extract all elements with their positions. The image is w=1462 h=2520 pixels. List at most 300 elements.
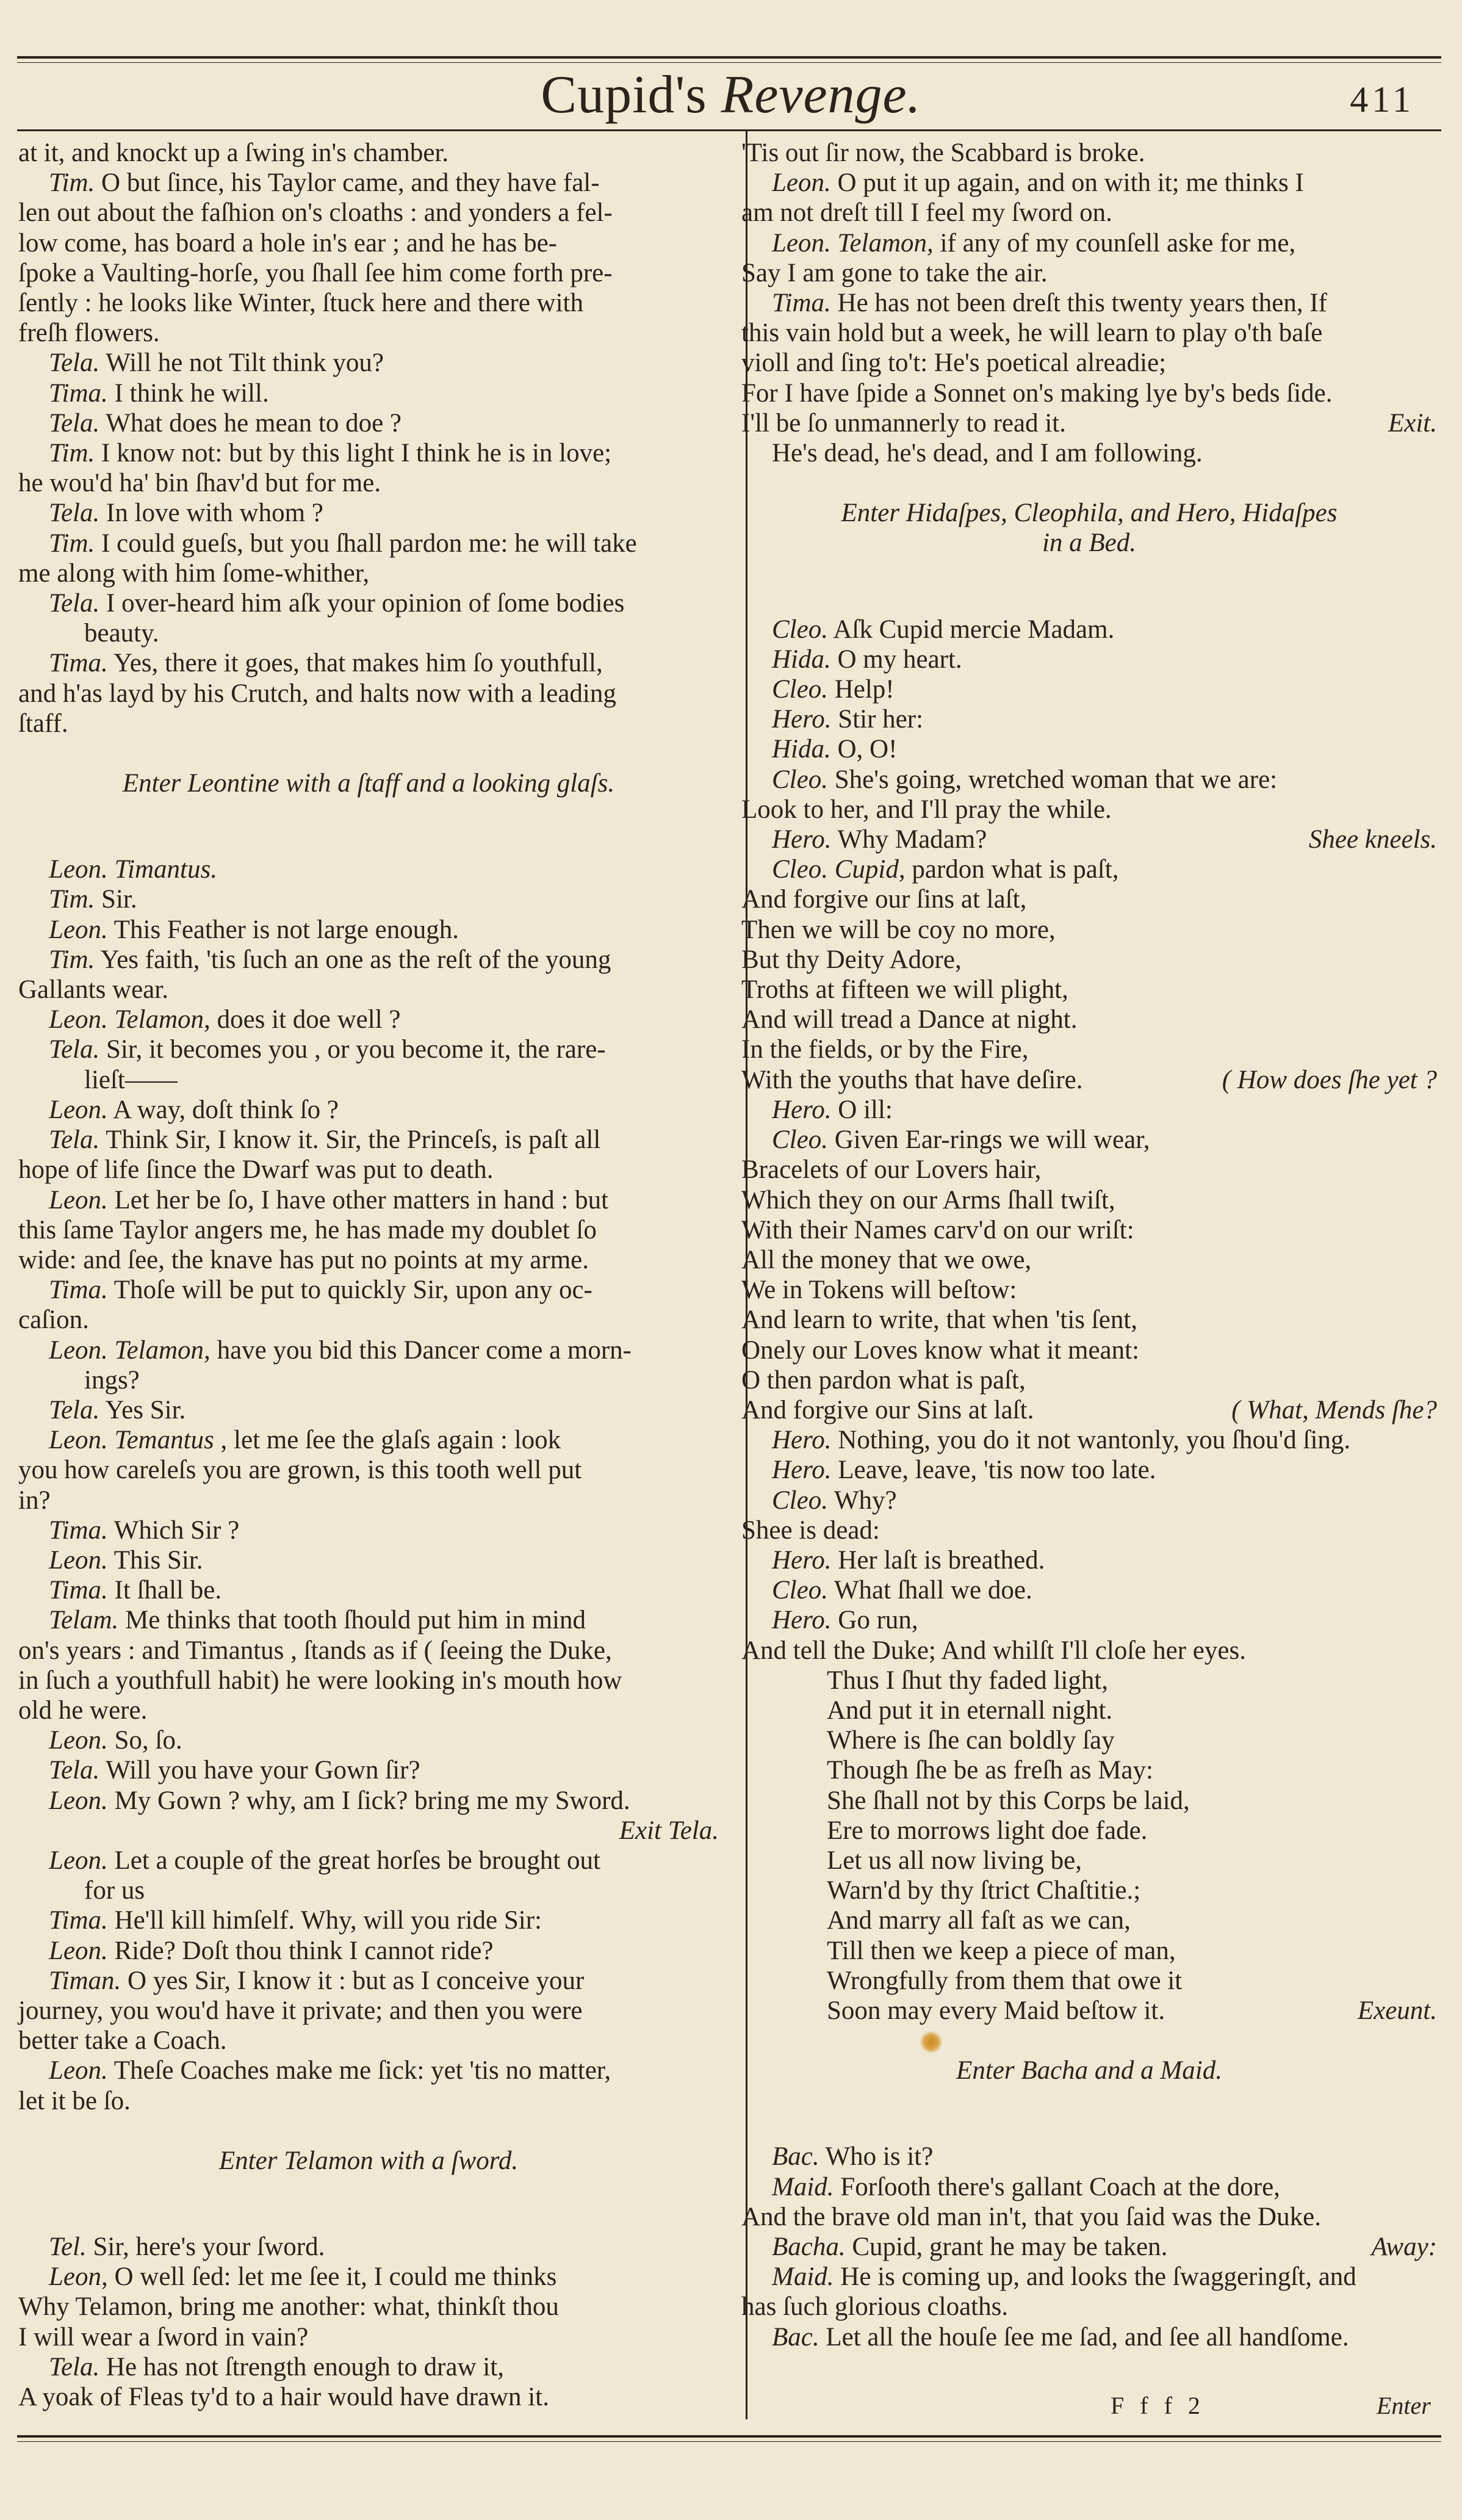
speaker-name: Cleo. [772,765,828,794]
line-text: ſpoke a Vaulting-horſe, you ſhall ſee him come forth pre- [18,258,613,287]
line-text: But thy Deity Adore, [741,945,962,974]
speech-line [18,498,719,528]
line-text: I'll be ſo unmannerly to read it. [741,408,1066,438]
speech-line [741,704,1437,734]
text-line [741,1335,1437,1365]
line-text: Let all the houſe ſee me ſad, and ſee all handſome. [826,2322,1349,2352]
line-text: He has not ſtrength enough to draw it, [106,2352,505,2381]
line-text: Sir, here's your ſword. [93,2233,325,2261]
text-line [18,558,719,588]
line-text: A way, doſt think ſo ? [113,1095,339,1124]
line-text: In love with whom ? [106,499,323,528]
name-mention: Temantus [114,1426,214,1455]
speech-line [741,734,1437,764]
line-text: has ſuch glorious cloaths. [741,2292,1009,2322]
speaker-name: Hida. [772,735,831,764]
line-text: I know not: but by this light I think he is in love; [101,439,612,468]
line-text: O well ſed: let me ſee it, I could me thinks [114,2262,557,2292]
line-text: O my heart. [837,644,962,674]
stage-direction: ( How does ſhe yet ? [1222,1065,1437,1094]
line-text: in? [18,1486,51,1515]
line-text: He'll kill himſelf. Why, will you ride Sir: [114,1906,542,1935]
speaker-name: Leon. [772,228,831,258]
text-line [18,198,719,228]
speech-line [741,615,1437,644]
speaker-name: Hero. [772,705,832,734]
line-text: He's dead, he's dead, and I am following. [772,439,1203,468]
speaker-name: Hero. [772,1545,832,1575]
speech-line [741,2322,1437,2352]
line-text: My Gown ? why, am I ſick? bring me my Sword. [114,1786,630,1815]
speech-line [18,1575,719,1605]
line-text: me along with him ſome-whither, [18,558,370,588]
page-number: 411 [1350,79,1414,120]
line-text: journey, you wou'd have it private; and then you were [18,1996,583,2025]
speaker-name: Cleo. [772,1125,828,1155]
speaker-name: Tela. [49,1395,100,1424]
text-line [741,408,1437,438]
speech-line [18,378,719,408]
speech-line [741,765,1437,795]
speaker-name: Cleo. [772,1576,828,1605]
speech-line [18,1755,719,1785]
line-text: Nothing, you do it not wantonly, you ſhou'd ſing. [838,1426,1351,1455]
speech-line [741,1455,1437,1485]
line-text: All the money that we owe, [741,1245,1032,1274]
text-line [18,2322,719,2352]
line-text: better take a Coach. [18,2026,227,2056]
speaker-name: Leon. [49,2056,108,2085]
speaker-name: Tela. [49,408,100,438]
line-text: Leave, leave, 'tis now too late. [838,1456,1156,1485]
stage-heading [18,2146,719,2176]
text-line [18,2086,719,2116]
speaker-name: Hero. [772,1606,832,1635]
line-text: am not dreſt till I feel my ſword on. [741,198,1112,228]
turnover-line [18,1365,719,1395]
speaker-name: Tela. [49,2352,100,2381]
speaker-name: Maid. [772,2172,834,2201]
stage-direction: Exit Tela. [619,1816,719,1845]
header-rule [17,129,1441,131]
speech-line [741,1545,1437,1575]
line-text: O, O! [837,735,898,764]
song-line [741,1755,1437,1785]
spacer [18,738,719,768]
line-text: Will you have your Gown ſir? [106,1756,420,1785]
text-line [741,318,1437,348]
speech-line [18,408,719,438]
speaker-name: Leon. [49,1335,108,1365]
line-text: Till then we keep a piece of man, [827,1936,1176,1965]
speaker-name: Cleo. [772,855,828,884]
line-text: A yoak of Fleas ty'd to a hair would have drawn it. [18,2383,549,2412]
text-line [741,1395,1437,1425]
speaker-name: Leon. [49,1846,108,1875]
text-line [18,1305,719,1335]
stage-direction: Shee kneels. [1308,825,1437,854]
speaker-name: Leon. [49,1545,108,1575]
text-line [18,1636,719,1666]
speaker-name: Leon. [49,1726,108,1755]
line-text: Forſooth there's gallant Coach at the dore, [840,2172,1280,2201]
line-text: Let a couple of the great horſes be brought out [114,1846,600,1875]
text-line [18,1455,719,1485]
line-text: O then pardon what is paſt, [741,1365,1026,1395]
line-text: Which Sir ? [113,1515,240,1545]
stage-heading [741,528,1437,558]
bottom-rule [17,2435,1441,2438]
line-text: O yes Sir, I know it : but as I conceive your [128,1966,585,1995]
text-line [18,2382,719,2412]
speaker-name: Bac. [772,2322,819,2352]
speaker-name: Leon. [49,1185,108,1215]
speech-line [18,1095,719,1125]
line-text: Why? [834,1486,897,1515]
speech-line [18,945,719,975]
name-mention: Telamon, [837,228,934,258]
text-line [741,2202,1437,2232]
speech-line [741,1425,1437,1455]
spacer [741,468,1437,498]
line-text: He is coming up, and looks the ſwaggeringſt, and [840,2262,1356,2292]
line-text: does it doe well ? [210,1005,401,1034]
line-text: Aſk Cupid mercie Madam. [833,615,1115,644]
text-line [741,884,1437,914]
line-text: Why Madam? [837,825,987,854]
speech-line [18,168,719,198]
speaker-name: Maid. [772,2262,834,2292]
speaker-name: Tela. [49,1035,100,1064]
text-line [741,1005,1437,1034]
line-text: len out about the faſhion on's cloaths : and yonders a fel- [18,198,613,228]
line-text: Me thinks that tooth ſhould put him in mind [125,1606,586,1635]
stage-direction-line [18,1816,719,1846]
speaker-name: Hero. [772,825,832,854]
speaker-name: Timan. [49,1966,121,1995]
speaker-name: Tela. [49,589,100,618]
speech-line [741,674,1437,704]
speech-line [18,1605,719,1635]
speaker-name: Hero. [772,1426,832,1455]
text-line [741,198,1437,228]
top-rule [17,56,1441,59]
line-text: And forgive our ſins at laſt, [741,885,1027,914]
speaker-name: Tima. [49,378,108,408]
speech-line [18,648,719,678]
song-line [741,1695,1437,1725]
song-line [741,1966,1437,1996]
line-text: I over-heard him aſk your opinion of ſome bodies [106,589,625,618]
spacer [18,2176,719,2232]
speaker-name: Tela. [49,499,100,528]
text-line [18,228,719,258]
stage-text: Enter Leontine with a ſtaff and a looking glaſs. [122,769,615,798]
line-text: Stir her: [838,705,924,734]
speech-line [741,1125,1437,1155]
speaker-name: Tima. [49,1276,108,1305]
text-line [741,348,1437,378]
line-text: Thus I ſhut thy faded light, [827,1666,1108,1695]
text-line [18,1695,719,1725]
text-line [741,1034,1437,1064]
line-text: Bracelets of our Lovers hair, [741,1155,1042,1185]
text-line [18,1486,719,1515]
speaker-name: Cleo. [772,675,828,704]
line-text: Gallants wear. [18,975,168,1005]
stage-text: Enter Hidaſpes, Cleophila, and Hero, Hidaſpes [841,499,1338,528]
line-text: old he were. [18,1695,148,1725]
song-line [741,1816,1437,1846]
line-text: This Feather is not large enough. [113,915,459,944]
speech-line [18,588,719,618]
right-column [741,138,1437,2352]
line-text: Theſe Coaches make me ſick: yet 'tis no matter, [113,2056,611,2085]
line-text: Say I am gone to take the air. [741,258,1048,287]
text-line [741,1636,1437,1666]
line-text: if any of my counſell aske for me, [933,228,1296,258]
line-text: Then we will be coy no more, [741,915,1056,944]
line-text: With their Names carv'd on our wriſt: [741,1215,1134,1244]
text-line [741,258,1437,288]
line-text: We in Tokens will beſtow: [741,1276,1017,1305]
text-line [741,1305,1437,1335]
line-text: freſh flowers. [18,319,160,348]
line-text: let it be ſo. [18,2086,131,2115]
speech-line [18,529,719,558]
song-line [741,1725,1437,1755]
stage-direction: Away: [1371,2233,1437,2261]
speaker-name: Cleo. [772,1486,828,1515]
line-text: This Sir. [113,1545,203,1575]
text-line [741,138,1437,168]
speech-line [18,1786,719,1816]
stage-text: Enter Telamon with a ſword. [218,2146,519,2175]
name-mention: Telamon, [114,1335,211,1365]
line-text: And forgive our Sins at laſt. [741,1395,1034,1424]
line-text: for us [84,1876,145,1905]
speech-line [741,2232,1437,2262]
line-text: For I have ſpide a Sonnet on's making lye by's beds ſide. [741,378,1333,408]
turnover-line [18,618,719,648]
line-text: he wou'd ha' bin ſhav'd but for me. [18,469,381,498]
speech-line [741,825,1437,854]
text-line [741,1245,1437,1275]
line-text: O put it up again, and on with it; me thinks I [837,168,1304,198]
song-line [741,1936,1437,1966]
speech-line [18,1185,719,1215]
speech-line [741,1605,1437,1635]
speech-line [18,348,719,378]
line-text: Thoſe will be put to quickly Sir, upon any oc- [113,1276,592,1305]
signature-mark: F f f 2 [1111,2392,1205,2419]
line-text: O ill: [838,1095,893,1124]
line-text: ings? [84,1365,140,1395]
song-line [741,1876,1437,1905]
text-line [741,975,1437,1005]
speech-line [741,2172,1437,2202]
speech-line [18,1425,719,1455]
stage-text: in a Bed. [1042,529,1137,558]
speaker-name: Tima. [49,1906,108,1935]
speaker-name: Tima. [49,649,108,678]
text-line [741,2292,1437,2322]
line-text: Her laſt is breathed. [838,1545,1045,1575]
text-line [18,258,719,288]
line-text: Ere to morrows light doe fade. [827,1816,1148,1845]
line-text: What ſhall we doe. [834,1576,1032,1605]
line-text: lieſt—— [84,1065,178,1094]
speech-line [18,1905,719,1935]
line-text: Onely our Loves know what it meant: [741,1335,1140,1365]
line-text: She ſhall not by this Corps be laid, [827,1786,1190,1815]
speech-line [18,884,719,914]
speech-line [18,1936,719,1966]
text-line [741,1065,1437,1095]
line-text: hope of life ſince the Dwarf was put to death. [18,1155,494,1185]
text-line [741,1365,1437,1395]
line-text: Where is ſhe can boldly ſay [827,1726,1115,1755]
line-text: , let me ſee the glaſs again : look [214,1426,561,1455]
running-title [0,66,1462,125]
song-line [741,1846,1437,1876]
speech-line [741,644,1437,674]
spacer [741,558,1437,615]
speech-line [741,1095,1437,1125]
line-text: violl and ſing to't: He's poetical alreadie; [741,348,1167,378]
text-line [18,288,719,318]
line-text: beauty. [84,619,159,648]
speaker-name: Leon. [772,168,831,198]
line-text: on's years : and Timantus , ſtands as if ( ſeeing the Duke, [18,1636,612,1665]
speech-line [18,1395,719,1425]
line-text: I think he will. [114,378,269,408]
speech-line [741,168,1437,198]
line-text: Sir, it becomes you , or you become it, the rare- [106,1035,606,1064]
text-line [18,709,719,738]
line-text: And the brave old man in't, that you ſaid was the Duke. [741,2202,1321,2231]
line-text: And learn to write, that when 'tis ſent, [741,1305,1138,1335]
line-text: Which they on our Arms ſhall twiſt, [741,1185,1115,1215]
text-line [18,138,719,168]
text-line [18,2292,719,2322]
line-text: Look to her, and I'll pray the while. [741,795,1112,824]
line-text: And put it in eternall night. [827,1695,1113,1725]
speech-line [18,2262,719,2292]
speech-line [18,1005,719,1034]
line-text: Ride? Doſt thou think I cannot ride? [114,1936,494,1965]
turnover-line [18,1065,719,1095]
line-text: Let her be ſo, I have other matters in hand : but [114,1185,609,1215]
line-text: And marry all faſt as we can, [827,1906,1131,1935]
text-line [18,2026,719,2056]
speaker-name: Tim. [49,529,95,558]
speech-line [18,2056,719,2085]
stage-text: Enter Bacha and a Maid. [956,2056,1222,2085]
speech-line [18,1966,719,1996]
spacer [18,798,719,854]
speaker-name: Tima. [772,289,831,318]
line-text: and h'as layd by his Crutch, and halts now with a leading [18,679,616,708]
speaker-name: Bac. [772,2142,819,2172]
speech-line [18,915,719,945]
name-mention: Cupid, [834,855,906,884]
speaker-name: Leon. [49,1005,108,1034]
speaker-name: Leon. [49,915,108,944]
speech-line [741,228,1437,258]
line-text: Shee is dead: [741,1515,880,1545]
speech-line [18,2232,719,2262]
speaker-name: Cleo. [772,615,828,644]
line-text: caſion. [18,1305,89,1335]
song-line [741,1996,1437,2026]
speech-line [18,1275,719,1305]
line-text: ſtaff. [18,709,68,738]
speaker-name: Tim. [49,439,95,468]
running-title-italic: Revenge. [721,65,921,125]
line-text: And will tread a Dance at night. [741,1005,1078,1034]
text-line [18,1215,719,1245]
text-line [18,1996,719,2026]
line-text: Soon may every Maid beſtow it. [827,1996,1165,2025]
speech-line [741,1486,1437,1515]
speaker-name: Leon. [49,855,108,884]
line-text: Yes Sir. [105,1395,186,1424]
line-text: What does he mean to doe ? [106,408,402,438]
speech-line [18,438,719,468]
speaker-name: Leon. [49,1095,108,1124]
speaker-name: Tim. [49,168,95,198]
stage-heading [18,768,719,798]
stage-heading [741,2056,1437,2085]
speaker-name: Leon, [49,2262,108,2292]
text-line [741,945,1437,975]
speech-line [741,1575,1437,1605]
text-line [18,1245,719,1275]
line-text: It ſhall be. [114,1576,222,1605]
text-line [18,318,719,348]
speech-line [741,2142,1437,2172]
speech-line [18,1034,719,1064]
text-line [18,1666,719,1695]
speech-line [18,1125,719,1155]
text-line [741,378,1437,408]
line-text: Go run, [838,1606,918,1635]
text-line [18,975,719,1005]
line-text: Though ſhe be as freſh as May: [827,1756,1153,1785]
spacer [741,2026,1437,2056]
song-line [741,1905,1437,1935]
line-text: ſently : he looks like Winter, ſtuck here and there with [18,289,583,318]
text-line [741,438,1437,468]
line-text: I will wear a ſword in vain? [18,2322,309,2352]
line-text: pardon what is paſt, [905,855,1119,884]
line-text: you how careleſs you are grown, is this tooth well put [18,1456,582,1485]
line-text: 'Tis out ſir now, the Scabbard is broke. [741,139,1145,167]
line-text: Wrongfully from them that owe it [827,1966,1183,1995]
line-text: I could gueſs, but you ſhall pardon me: he will take [101,529,637,558]
line-text: Given Ear-rings we will wear, [834,1125,1150,1155]
line-text: in ſuch a youthfull habit) he were looking in's mouth how [18,1666,622,1695]
turnover-line [18,1876,719,1905]
line-text: have you bid this Dancer come a morn- [210,1335,632,1365]
line-text: Will he not Tilt think you? [106,348,384,378]
line-text: Let us all now living be, [827,1846,1082,1875]
text-line [741,1215,1437,1245]
song-line [741,1786,1437,1816]
ink-stain [920,2031,942,2053]
spacer [18,2116,719,2146]
